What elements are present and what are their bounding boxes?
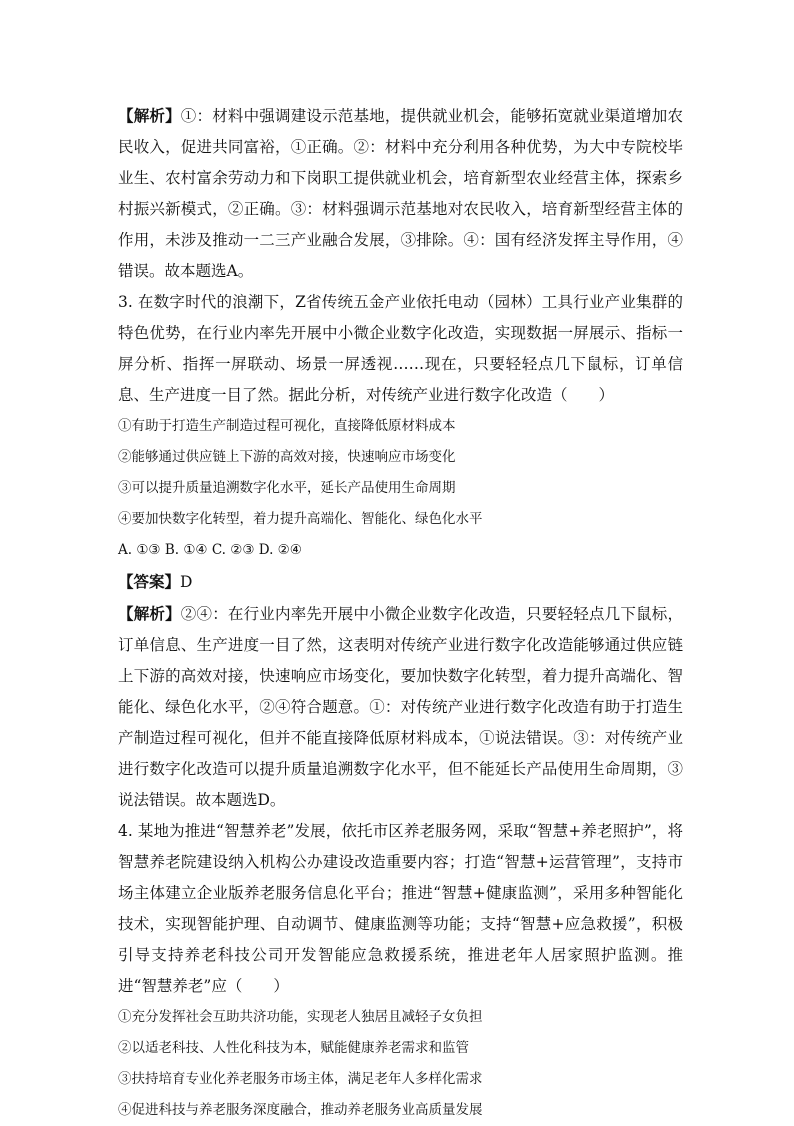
- question-3-answer: [118, 566, 683, 598]
- question-3-choices: A. ①③ B. ①④ C. ②③ D. ②④: [118, 542, 302, 558]
- question-3-option-3: ③可以提升质量追溯数字化水平，延长产品使用生命周期: [118, 480, 456, 496]
- question-4-option-4: ④促进科技与养老服务深度融合，推动养老服务业高质量发展: [118, 1102, 483, 1118]
- analysis-text: ①：材料中强调建设示范基地，提供就业机会，能够拓宽就业渠道增加农民收入，促进共同富裕，①正确。②：材料中充分利用各种优势，为大中专院校毕业生、农村富余劳动力和下岗职工提供就业机会，培育新型农业经营主体，探索乡村振兴新模式，②正确。③：材料强调示范基地对农民收入，培育新型经营主体的作用，未涉及推动一二三产业融合发展，③排除。④：国有经济发挥主导作用，④错误。故本题选A。: [118, 107, 683, 280]
- analysis-tag: 【解析】: [118, 604, 181, 623]
- answer-value: D: [180, 573, 193, 591]
- question-3-option-2: ②能够通过供应链上下游的高效对接，快速响应市场变化: [118, 449, 456, 465]
- page-content: [118, 100, 683, 1126]
- question-4-option-2: ②以适老科技、人性化科技为本，赋能健康养老需求和监管: [118, 1040, 469, 1056]
- question-4-stem: 4. 某地为推进“智慧养老”发展，依托市区养老服务网，采取“智慧+养老照护”，将智慧养老院建设纳入机构公办建设改造重要内容；打造“智慧+运营管理”，支持市场主体建立企业版养老服务信息化平台；推进“智慧+健康监测”，采用多种智能化技术，实现智能护理、自动调节、健康监测等功能；支持“智慧+应急救援”，积极引导支持养老科技公司开发智能应急救援系统，推进老年人居家照护监测。推进“智慧养老”应（ ）: [118, 822, 683, 995]
- analysis-paragraph-q2: [118, 100, 683, 287]
- analysis-text: ②④：在行业内率先开展中小微企业数字化改造，只要轻轻点几下鼠标，订单信息、生产进度一目了然，这表明对传统产业进行数字化改造能够通过供应链上下游的高效对接，快速响应市场变化，要加快数字化转型，着力提升高端化、智能化、绿色化水平，②④符合题意。①：对传统产业进行数字化改造有助于打造生产制造过程可视化，但并不能直接降低原材料成本，①说法错误。③：对传统产业进行数字化改造可以提升质量追溯数字化水平，但不能延长产品使用生命周期，③说法错误。故本题选D。: [118, 605, 683, 809]
- question-4-option-3: ③扶持培育专业化养老服务市场主体，满足老年人多样化需求: [118, 1071, 483, 1087]
- answer-tag: 【答案】: [118, 572, 181, 591]
- question-3-option-4: ④要加快数字化转型，着力提升高端化、智能化、绿色化水平: [118, 511, 483, 527]
- question-3-analysis: [118, 598, 683, 816]
- analysis-tag: 【解析】: [118, 106, 181, 125]
- question-3-option-1: ①有助于打造生产制造过程可视化，直接降低原材料成本: [118, 418, 456, 434]
- question-4-option-1: ①充分发挥社会互助共济功能，实现老人独居且减轻子女负担: [118, 1009, 483, 1025]
- question-3-stem: 3. 在数字时代的浪潮下，Z省传统五金产业依托电动（园林）工具行业产业集群的特色优势，在行业内率先开展中小微企业数字化改造，实现数据一屏展示、指标一屏分析、指挥一屏联动、场景一屏透视……现在，只要轻轻点几下鼠标，订单信息、生产进度一目了然。据此分析，对传统产业进行数字化改造（ ）: [118, 293, 683, 404]
